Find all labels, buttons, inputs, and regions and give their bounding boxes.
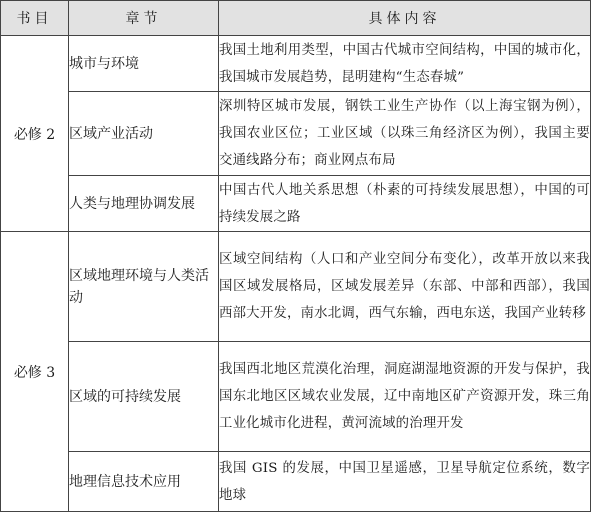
chapter-cell: 区域地理环境与人类活动 [69, 232, 219, 342]
table-row [1, 452, 591, 512]
table-row [1, 232, 591, 342]
table-row [1, 176, 591, 232]
chapter-cell: 地理信息技术应用 [69, 452, 219, 512]
book-cell: 必修 2 [1, 36, 69, 232]
table-row [1, 92, 591, 176]
table-row [1, 36, 591, 92]
content-cell: 我国 GIS 的发展，中国卫星遥感，卫星导航定位系统，数字地球 [219, 452, 591, 512]
chapter-cell: 城市与环境 [69, 36, 219, 92]
chapter-cell: 人类与地理协调发展 [69, 176, 219, 232]
header-chapter: 章节 [69, 1, 219, 36]
header-book: 书目 [1, 1, 69, 36]
content-cell: 我国西北地区荒漠化治理，洞庭湖湿地资源的开发与保护，我国东北地区区域农业发展，辽中南地区矿产资源开发，珠三角工业化城市化进程，黄河流域的治理开发 [219, 342, 591, 452]
content-cell: 深圳特区城市发展，钢铁工业生产协作（以上海宝钢为例），我国农业区位；工业区域（以珠三角经济区为例），我国主要交通线路分布；商业网点布局 [219, 92, 591, 176]
content-cell: 我国土地利用类型，中国古代城市空间结构，中国的城市化，我国城市发展趋势，昆明建构“生态春城” [219, 36, 591, 92]
table-row [1, 342, 591, 452]
content-cell: 中国古代人地关系思想（朴素的可持续发展思想），中国的可持续发展之路 [219, 176, 591, 232]
header-content: 具体内容 [219, 1, 591, 36]
chapter-cell: 区域的可持续发展 [69, 342, 219, 452]
chapter-cell: 区域产业活动 [69, 92, 219, 176]
book-cell: 必修 3 [1, 232, 69, 512]
content-cell: 区域空间结构（人口和产业空间分布变化），改革开放以来我国区域发展格局，区域发展差异（东部、中部和西部），我国西部大开发，南水北调，西气东输，西电东送，我国产业转移 [219, 232, 591, 342]
header-row [1, 1, 591, 36]
